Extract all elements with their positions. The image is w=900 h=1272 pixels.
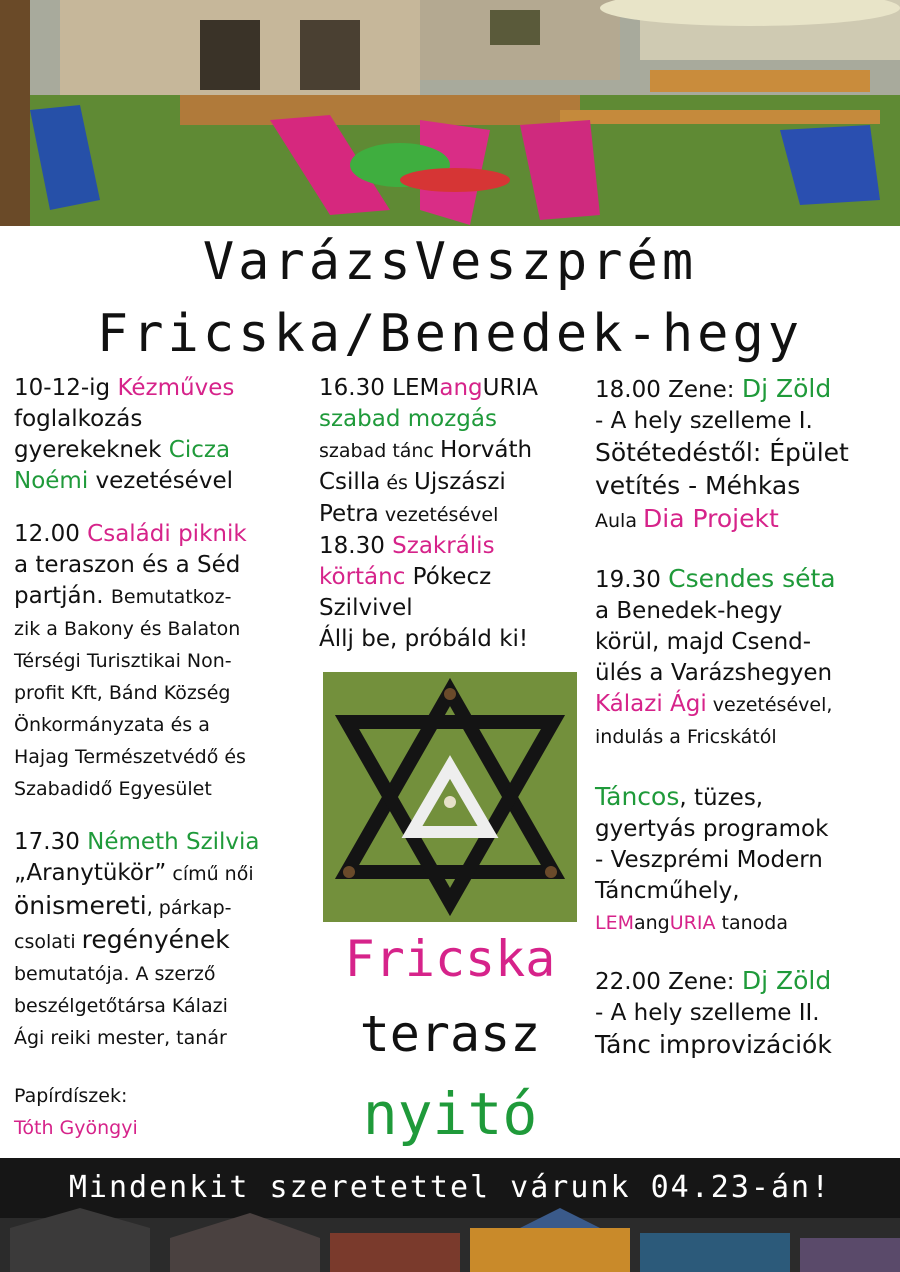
body-text: Ujszászi	[413, 469, 506, 495]
program-item-movement	[319, 373, 589, 655]
body-text: foglalkozás	[14, 406, 143, 432]
highlight-text: Táncos	[595, 782, 680, 811]
body-text: önismereti	[14, 891, 147, 920]
body-text: „Aranytükör”	[14, 860, 167, 886]
time-text: 19.30	[595, 567, 669, 593]
body-text: a Benedek-hegy	[595, 598, 783, 624]
body-text: Aula	[595, 510, 644, 532]
body-text: ang	[633, 912, 670, 934]
program-item-dj-2	[595, 965, 895, 1062]
time-text: 18.30	[319, 533, 393, 559]
body-text: a teraszon és a Séd	[14, 552, 241, 578]
highlight-text: Szakrális	[392, 533, 495, 559]
name-text: Németh Szilvia	[87, 829, 260, 855]
title-line-1: VarázsVeszprém	[202, 232, 698, 292]
body-text: Térségi Turisztikai Non-	[14, 650, 232, 672]
body-text: című női	[166, 863, 254, 885]
terasz-heading: terasz	[359, 1005, 541, 1063]
body-text: Szilvivel	[319, 595, 413, 621]
program-column-right	[595, 373, 895, 1062]
program-item-picnic	[14, 519, 314, 805]
time-text: 16.30 LEM	[319, 375, 440, 401]
body-text: Állj be, próbáld ki!	[319, 626, 529, 652]
name-text: Tóth Gyöngyi	[14, 1117, 138, 1139]
program-column-left	[14, 373, 314, 1144]
body-text: csolati	[14, 931, 82, 953]
highlight-text: LEM	[595, 912, 634, 934]
fricska-heading: Fricska	[344, 930, 556, 988]
body-text: körül, majd Csend-	[595, 629, 812, 655]
body-text: , tüzes,	[679, 785, 764, 811]
name-text: Dia Projekt	[643, 504, 779, 533]
footer-invitation: Mindenkit szeretettel várunk 04.23-án!	[68, 1170, 832, 1205]
body-text: vetítés - Méhkas	[595, 471, 801, 500]
body-text: Pókecz	[405, 564, 492, 590]
program-item-walk	[595, 563, 895, 753]
program-item-dj-1	[595, 373, 895, 537]
highlight-text: Kézműves	[117, 375, 235, 401]
body-text: vezetésével	[378, 504, 499, 526]
body-text: vezetésével,	[706, 694, 833, 716]
program-column-middle	[319, 373, 589, 655]
nyito-heading: nyitó	[362, 1080, 538, 1148]
body-text: Bemutatkoz-	[110, 586, 232, 608]
body-text: regényének	[81, 925, 230, 954]
program-item-book	[14, 827, 314, 1054]
time-text: 22.00 Zene:	[595, 969, 742, 995]
time-text: 17.30	[14, 829, 88, 855]
highlight-text: Családi piknik	[87, 521, 247, 547]
body-text: zik a Bakony és Balaton	[14, 618, 241, 640]
body-text: Hajag Természetvédő és	[14, 746, 246, 768]
body-text: tanoda	[715, 912, 788, 934]
time-text: 10-12-ig	[14, 375, 118, 401]
body-text: Sötétedéstől: Épület	[595, 438, 849, 467]
body-text: Önkormányzata és a	[14, 714, 210, 736]
highlight-text: Csendes séta	[668, 564, 836, 593]
body-text: beszélgetőtársa Kálazi	[14, 995, 228, 1017]
program-item-crafts	[14, 373, 314, 497]
body-text: gyerekeknek	[14, 437, 169, 463]
body-text: , párkap-	[146, 897, 232, 919]
program-item-decorations	[14, 1080, 314, 1144]
body-text: Csilla	[319, 469, 381, 495]
body-text: URIA	[482, 375, 538, 401]
name-text: Dj Zöld	[741, 374, 832, 403]
name-text: Noémi	[14, 468, 89, 494]
name-text: Cicza	[168, 437, 231, 463]
time-text: 12.00	[14, 521, 88, 547]
body-text: bemutatója. A szerző	[14, 963, 216, 985]
body-text: ülés a Varázshegyen	[595, 660, 833, 686]
highlight-text: URIA	[669, 912, 716, 934]
highlight-text: körtánc	[319, 564, 406, 590]
body-text: profit Kft, Bánd Község	[14, 682, 231, 704]
body-text: - A hely szelleme I.	[595, 408, 813, 434]
body-text: indulás a Fricskától	[595, 726, 777, 748]
body-text: Ági reiki mester, tanár	[14, 1027, 227, 1049]
body-text: Tánc improvizációk	[595, 1030, 832, 1059]
body-text: - A hely szelleme II.	[595, 1000, 820, 1026]
body-text: gyertyás programok	[595, 816, 829, 842]
highlight-text: ang	[439, 375, 483, 401]
highlight-text: szabad mozgás	[319, 406, 497, 432]
program-item-fire	[595, 781, 895, 939]
circle-dance-photo	[323, 672, 577, 922]
title-line-2: Fricska/Benedek-hegy	[96, 304, 804, 364]
body-text: Papírdíszek:	[14, 1085, 128, 1107]
body-text: vezetésével	[88, 468, 233, 494]
terrace-photo	[0, 0, 900, 226]
body-text: - Veszprémi Modern	[595, 847, 823, 873]
body-text: Horváth	[439, 437, 533, 463]
time-text: 18.00 Zene:	[595, 377, 742, 403]
body-text: partján.	[14, 583, 111, 609]
body-text: és	[380, 472, 414, 494]
name-text: Kálazi Ági	[595, 691, 707, 717]
body-text: szabad tánc	[319, 440, 440, 462]
body-text: Táncműhely,	[595, 878, 740, 904]
body-text: Petra	[319, 501, 379, 527]
name-text: Dj Zöld	[741, 966, 832, 995]
body-text: Szabadidő Egyesület	[14, 778, 212, 800]
